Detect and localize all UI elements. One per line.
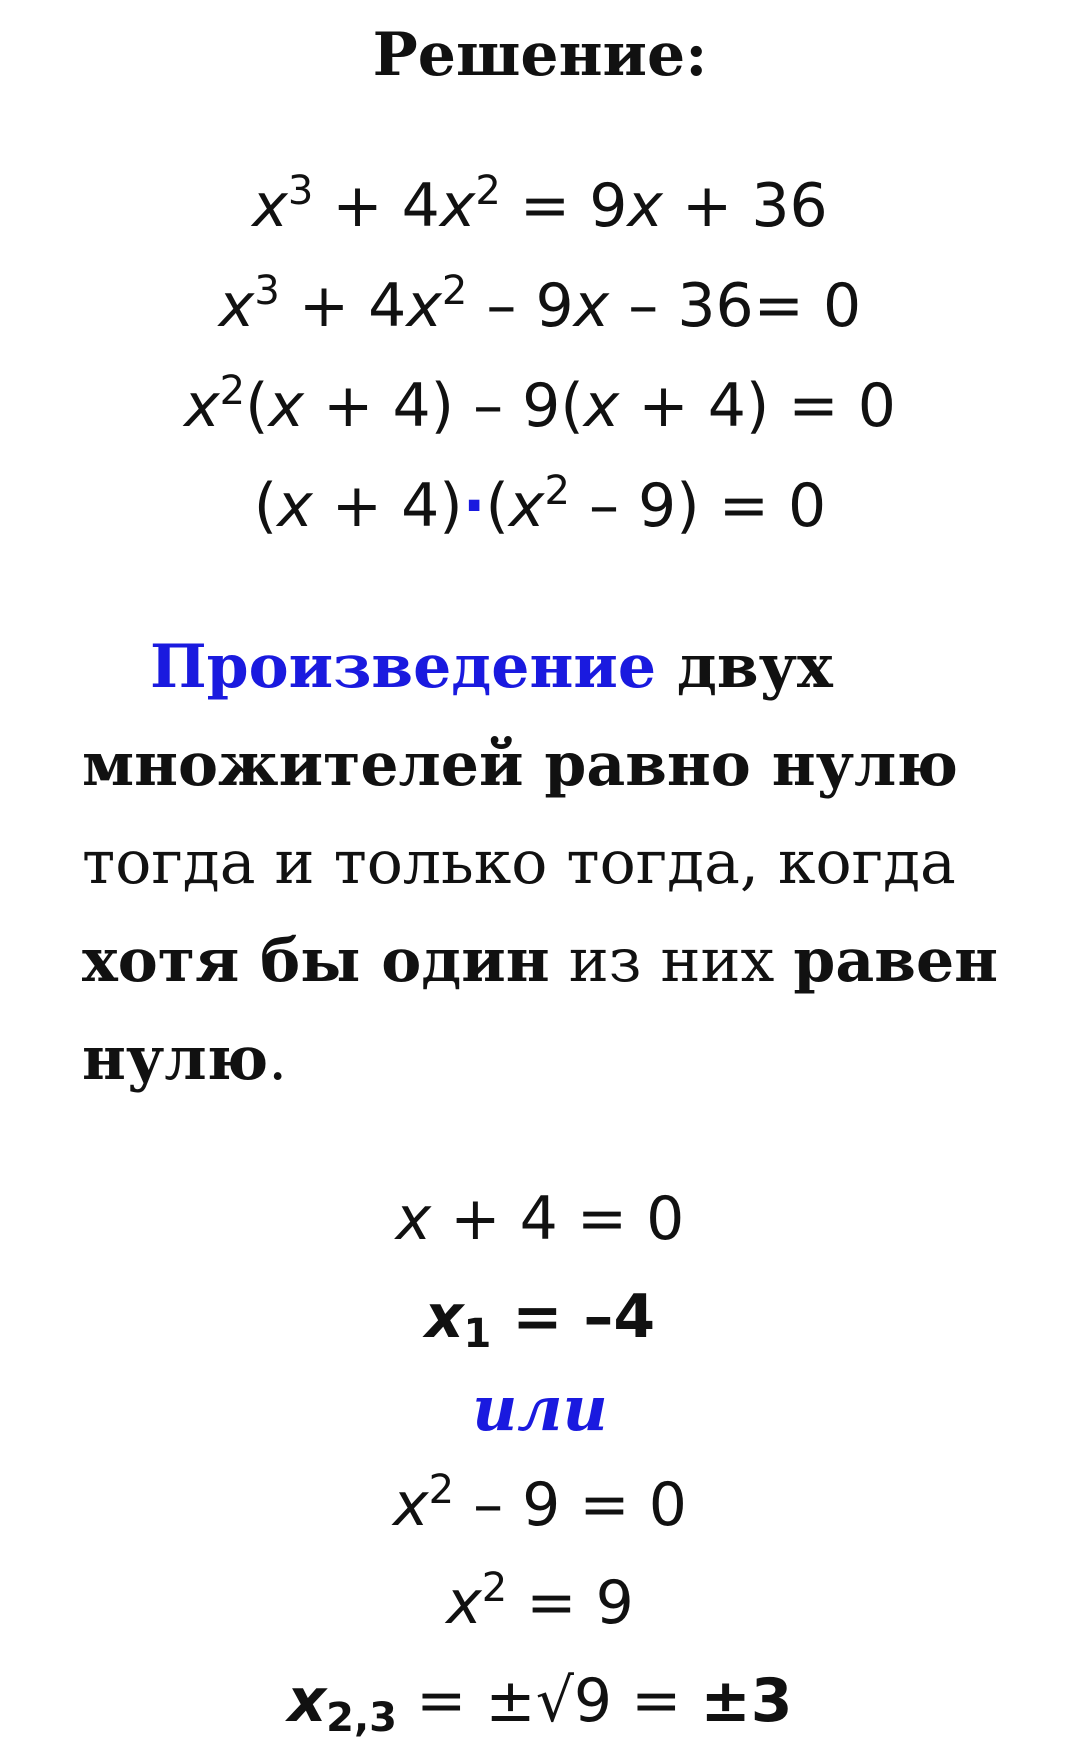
equation-2 [0, 268, 1080, 341]
solution-root-1 [0, 1282, 1080, 1357]
exponent: 2 [475, 168, 501, 214]
equation-text: ( [253, 471, 278, 541]
var-x: x [268, 371, 305, 441]
var-x: x [424, 1282, 464, 1352]
equation-text: = ±√9 = [397, 1666, 701, 1736]
var-x: x [508, 471, 545, 541]
var-x: x [218, 271, 255, 341]
subscript: 1 [463, 1311, 492, 1357]
solution-roots-2-3 [0, 1666, 1080, 1741]
or-word: или [472, 1372, 608, 1445]
var-x: x [277, 471, 313, 541]
var-x: x [406, 271, 442, 341]
solution-line-3 [0, 1467, 1080, 1540]
subscript: 2,3 [326, 1695, 397, 1741]
equation-text: – 36= 0 [609, 271, 862, 341]
rule-text: из них [549, 926, 794, 996]
equation-text: ( [245, 371, 269, 441]
rule-text-bold: хотя бы один [82, 926, 550, 996]
equation-text: ( [485, 471, 509, 541]
final-answer: ±3 [700, 1666, 793, 1736]
highlighted-term: Произведение [150, 632, 657, 702]
equation-text: – 9) = 0 [569, 471, 827, 541]
exponent: 2 [441, 268, 468, 314]
solution-line-1 [0, 1184, 1080, 1254]
solution-heading: Решение: [372, 20, 708, 90]
var-x: x [583, 371, 620, 441]
exponent: 3 [254, 268, 280, 314]
equation-text: = –4 [491, 1282, 656, 1352]
equation-3 [0, 368, 1080, 441]
multiplication-dot: · [462, 471, 486, 541]
var-x: x [627, 171, 663, 241]
equation-text: + 4) – 9( [304, 371, 584, 441]
equation-4 [0, 468, 1080, 541]
equation-1 [0, 168, 1080, 241]
equation-text: = 9 [507, 1568, 634, 1638]
equation-text: = 9 [500, 171, 628, 241]
equation-text: + 4 [313, 171, 440, 241]
var-x: x [287, 1666, 327, 1736]
solution-line-4 [0, 1565, 1080, 1638]
exponent: 2 [544, 468, 570, 514]
var-x: x [184, 371, 220, 441]
equation-text: – 9 = 0 [454, 1470, 687, 1540]
var-x: x [395, 1184, 432, 1254]
equation-text: + 4) [312, 471, 463, 541]
rule-text: тогда и только тогда, когда [82, 828, 956, 898]
var-x: x [439, 171, 476, 241]
equation-text: – 9 [467, 271, 574, 341]
var-x: x [393, 1470, 429, 1540]
exponent: 3 [287, 168, 314, 214]
var-x: x [446, 1568, 482, 1638]
rule-text-bold: двух множителей равно нулю [82, 632, 958, 800]
equation-text: + 4) = 0 [619, 371, 896, 441]
rule-text: . [268, 1024, 288, 1094]
zero-product-rule [82, 618, 1012, 1108]
var-x: x [573, 271, 610, 341]
exponent: 2 [481, 1565, 508, 1611]
rule-text-bold: равен нулю [82, 926, 999, 1094]
exponent: 2 [428, 1467, 455, 1513]
equation-text: + 36 [662, 171, 828, 241]
var-x: x [252, 171, 288, 241]
exponent: 2 [219, 368, 246, 414]
equation-text: + 4 = 0 [431, 1184, 685, 1254]
equation-text: + 4 [279, 271, 407, 341]
